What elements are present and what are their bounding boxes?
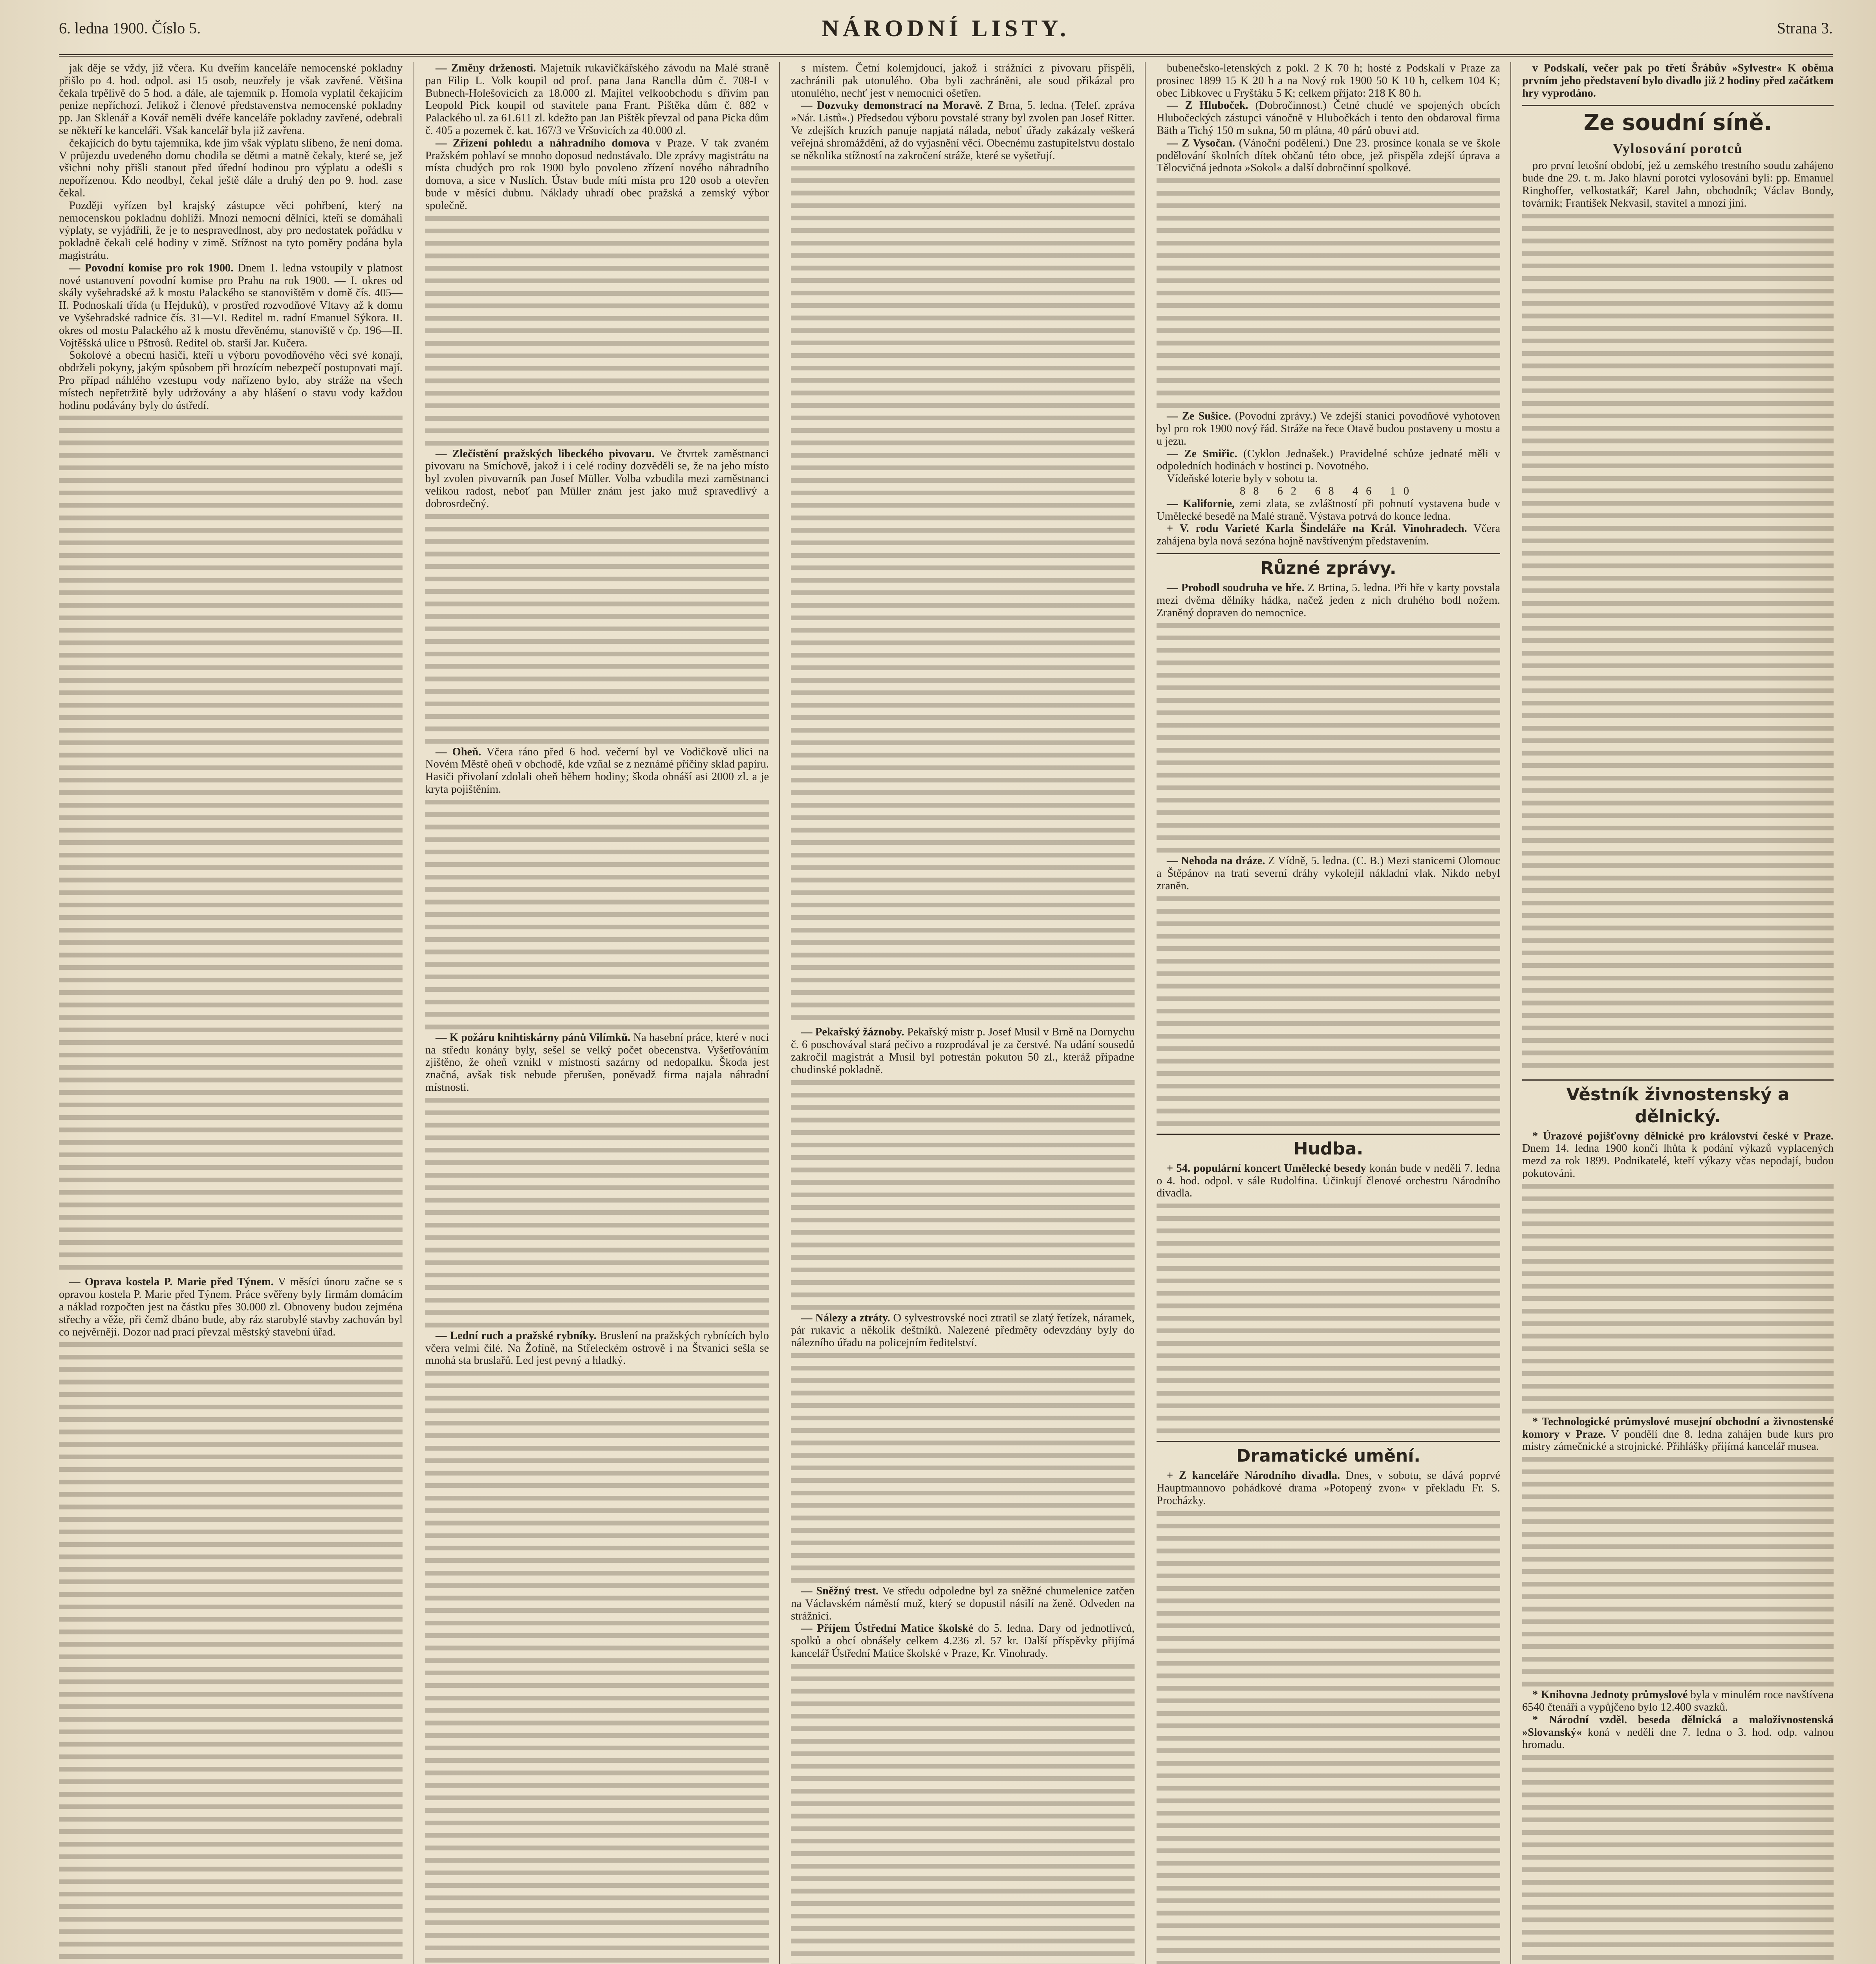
- article-body: konán bude v neděli 7. ledna o 4. hod. odpol. v sále Rudolfina. Účinkují členové orchestru Národního divadla.: [1157, 1162, 1501, 1200]
- article: [425, 62, 769, 137]
- article: [425, 746, 769, 796]
- article-body: Dnem 1. ledna vstoupily v platnost nové ustanovení povodní komise pro Prahu na rok 1900. — I. okres od skály vyšehradské až k mostu Palackého se stanovištěm v domě čís. 405—II. Podnoskalí třída (u Hejduků), v prostřed rozvodňové Vltavy až k domu ve Vyšehradské radnice čís. 31—VI. Reditel m. radní Emanuel Sýkora. II. okres od mostu Palackého až k mostu dřevěnému, stanoviště v čp. 196—II. Vojtěšská ulice u Pštrosů. Reditel ob. starší Jar. Kučera.: [59, 262, 403, 349]
- continued-text-block: [425, 796, 769, 1031]
- article-paragraph: čekajících do bytu tajemníka, kde jim však výplatu slíbeno, že není doma. V průjezdu uvedeného domu chodila se dětmi a matně čekaly, které se, jež všichni nohy přišli stanout před úřední hodinou pro výplatu a odešli s nepořízenou. Kdo neodbyl, čekal ještě dále a druhý den po 9. hod. zase čekal.: [59, 137, 403, 199]
- article-body: v Praze. V tak zvaném Pražském pohlaví se mnoho doposud nedostávalo. Dle zprávy magistrátu na místa chudých pro rok 1900 bylo povoleno zřízení nového náhradního domova, a sice v Nuslích. Ústav bude míti místa pro 120 osob a otevřen bude v měsíci dubnu. Náklady uhradí obec pražská a zemský výbor společně.: [425, 137, 769, 212]
- article-paragraph: Později vyřízen byl krajský zástupce věci pohřbení, který na nemocenskou pokladnu dohlíží. Mnozí nemocní dělníci, kteří se domáhali výplaty, se vyjádřili, že je to nespravedlnost, aby pro nedostatek pořádku v pokladně čekali celé hodiny v zimě. Stížnost na tyto poměry podána byla magistrátu.: [59, 199, 403, 262]
- article-paragraph: bubenečsko-letenských z pokl. 2 K 70 h; hosté z Podskalí v Praze za prosinec 1899 15 K 20 h a na Nový rok 1900 50 K 10 h, celkem 104 K; obec Libkovec u Fryštáku 5 K; celkem příjato: 218 K 80 h.: [1157, 62, 1500, 99]
- article: [1522, 1130, 1834, 1180]
- article: [791, 1312, 1135, 1349]
- article-title: — K požáru knihtiskárny pánů Vilímků.: [436, 1031, 631, 1044]
- article-body: Bruslení na pražských rybnících bylo včera velmi čilé. Na Žofíně, na Střeleckém ostrově i na Štvanici sešla se mnohá sta bruslařů. Led jest pevný a hladký.: [425, 1329, 769, 1367]
- masthead: [59, 8, 1833, 57]
- article-title: — Ze Sušice.: [1167, 410, 1231, 423]
- article-body: Pekařský mistr p. Josef Musil v Brně na Dornychu č. 6 poschovával stará pečivo a rozprodával je za čerstvé. Na udání sousedů zakročil magistrát a Musil byl potrestán pokutou 50 zl., kteráž připadne chudinské pokladně.: [791, 1026, 1135, 1076]
- article-body: Na hasební práce, které v noci na středu konány byly, sešel se velký počet obecenstva. Vyšetřováním zjištěno, že oheň vznikl v místnosti sazárny od nedopalku. Škoda jest značná, avšak tisk nebude přerušen, poněvadž firma najala náhradní místnosti.: [425, 1031, 769, 1094]
- article-body: Dnes, v sobotu, se dává poprvé Hauptmannovo pohádkové drama »Potopený zvon« v překladu Fr. S. Procházky.: [1157, 1469, 1500, 1507]
- column-5: [1510, 62, 1834, 1964]
- article-title: — Lední ruch a pražské rybníky.: [436, 1329, 597, 1342]
- article-title: — Oheň.: [436, 746, 481, 758]
- article-title: — Z Vysočan.: [1167, 137, 1235, 149]
- article-title: — Pekařský žáznoby.: [801, 1026, 904, 1039]
- article: [1157, 855, 1500, 892]
- article-title: — Ze Smiřic.: [1167, 447, 1237, 460]
- article-title: — Probodl soudruha ve hře.: [1167, 581, 1305, 594]
- article-title: — Změny drženosti.: [436, 62, 536, 74]
- continued-text-block: [425, 1094, 769, 1330]
- article: [425, 1031, 769, 1094]
- article-title: + 54. populární koncert Umělecké besedy: [1167, 1162, 1366, 1174]
- article-body: Ve středu odpoledne byl za sněžné chumelenice zatčen na Václavském náměstí muž, který se dopustil násilí na ženě. Odveden na strážnici.: [791, 1585, 1135, 1622]
- article-title: — Nehoda na dráze.: [1167, 855, 1265, 867]
- article-title: — Sněžný trest.: [801, 1585, 879, 1597]
- article-columns: [59, 62, 1833, 1964]
- continued-text-block: [791, 1076, 1135, 1312]
- article-body: V měsíci únoru začne se s opravou kostela P. Marie před Týnem. Práce svěřeny byly firmám domácím a náklad rozpočten jest na částku přes 30.000 zl. Obnoveny budou zejména střechy a věže, při čemž dbáno bude, aby ráz starobylé stavby zachován byl co nejvěrněji. Dozor nad prací převzal městský stavební úřad.: [59, 1276, 403, 1338]
- section-heading-drama: Dramatické umění.: [1157, 1441, 1500, 1467]
- article-body: do 5. ledna. Dary od jednotlivců, spolků a obcí obnášely celkem 4.236 zl. 57 kr. Další příspěvky přijímá kancelář Ústřední Matice školské v Praze, Kr. Vinohrady.: [791, 1622, 1135, 1660]
- article: [1157, 99, 1500, 137]
- article-body: Včera ráno před 6 hod. večerní byl ve Vodičkově ulici na Novém Městě oheň v obchodě, kde vzňal se z neznámé příčiny sklad papíru. Hasiči přivolaní zdolali oheň během hodiny; škoda obnáší asi 2000 zl. a je kryta pojištěním.: [425, 746, 769, 795]
- continued-text-block: [791, 1349, 1135, 1585]
- article-title: — Dozvuky demonstrací na Moravě.: [801, 99, 983, 112]
- article: [1157, 498, 1500, 523]
- continued-text-block: [1522, 1180, 1834, 1416]
- continued-text-block: [1157, 1507, 1500, 1964]
- article-paragraph: Sokolové a obecní hasiči, kteří u výboru povodňového věci své konají, obdrželi pokyny, jakým spůsobem při hrozícím nebezpečí postupovati mají. Pro případ náhlého vzestupu vody nařízeno bylo, aby stráže na všech místech nepřetržitě byly udržovány a aby hlášení o stavu vody každou hodinu podávány byly do ústředí.: [59, 349, 403, 412]
- continued-text-block: [425, 212, 769, 448]
- article-body: (Povodní zprávy.) Ve zdejší stanici povodňové vyhotoven byl pro rok 1900 nový řád. Stráže na řece Otavě budou postaveny u mostu a u jezu.: [1157, 410, 1500, 447]
- issue-date: 6. ledna 1900. Číslo 5.: [59, 19, 201, 37]
- article-body: Z Brtina, 5. ledna. Při hře v karty povstala mezi dvěma dělníky hádka, načež jeden z nich druhého bodl nožem. Zraněný dopraven do nemocnice.: [1157, 581, 1500, 619]
- article-body: Včera zahájena byla nová sezóna hojně navštíveným představením.: [1157, 522, 1500, 548]
- article-title: — Povodní komise pro rok 1900.: [69, 262, 234, 274]
- article: [1157, 448, 1500, 473]
- subheading-jurors: Vylosování porotců: [1612, 141, 1743, 157]
- continued-text-block: [1522, 1453, 1834, 1689]
- article-title: + Z kanceláře Národního divadla.: [1167, 1469, 1340, 1482]
- continued-text-block: [1157, 1200, 1500, 1435]
- article-body: pro první letošní období, jež u zemského trestního soudu zahájeno bude dne 29. t. m. Jako hlavní porotci vylosováni byli: pp. Emanuel Ringhoffer, velkostatkář; Karel Jahn, obchodník; Václav Bondy, továrník; František Nekvasil, stavitel a mnozí jiní.: [1522, 159, 1834, 209]
- article-title: + V. rodu Varieté Karla Šindeláře na Král. Vinohradech.: [1167, 522, 1467, 535]
- article: [1157, 1162, 1500, 1200]
- article: [425, 448, 769, 510]
- article: [1522, 1689, 1834, 1714]
- article: [791, 1585, 1135, 1622]
- article-body: koná v neděli dne 7. ledna o 3. hod. odp. valnou hromadu.: [1522, 1726, 1834, 1751]
- page-number: Strana 3.: [1777, 19, 1833, 37]
- article-title: — Oprava kostela P. Marie před Týnem.: [69, 1276, 274, 1288]
- continued-text-block: [791, 1660, 1135, 1964]
- article-body: (Cyklon Jednašek.) Pravidelné schůze jednaté měli v odpoledních hodinách v hostinci p. Novotného.: [1157, 447, 1500, 473]
- article-title: — Nálezy a ztráty.: [801, 1312, 890, 1324]
- article: [1157, 582, 1500, 619]
- article-body: Z Brna, 5. ledna. (Telef. zpráva »Nár. Listů«.) Předsedou výboru povstalé strany byl zvolen pan Josef Ritter. Ve zdejších kruzích panuje napjatá nálada, neboť úřady zakázaly veškerá veřejná shromáždění, až do vyjasnění věci. Obecnému zastupitelstvu dostalo se několika stížností na zakročení stráže, které se vyšetřují.: [791, 99, 1135, 162]
- article: [1157, 137, 1500, 174]
- lottery-numbers: 88 62 68 46 10: [1240, 485, 1417, 497]
- article-title: * Knihovna Jednoty průmyslové: [1532, 1689, 1688, 1701]
- article-body: Ve čtvrtek zaměstnanci pivovaru na Smíchově, jakož i i celé rodiny dozvěděli se, že na jeho místo byl zvolen pivovarník pan Josef Müller. Volba vzbudila mezi zaměstnanci velikou radost, neboť pan Müller znám jest jako muž spravedlivý a dobrosrdečný.: [425, 447, 769, 510]
- article-title: — Zřízení pohledu a náhradního domova: [436, 137, 650, 149]
- article-body: Dnem 14. ledna 1900 končí lhůta k podání výkazů vyplacených mezd za rok 1899. Podnikatelé, kteří výkazy včas nepodají, budou pokutováni.: [1522, 1142, 1834, 1180]
- section-heading-music: Hudba.: [1157, 1134, 1500, 1160]
- article-body: zemi zlata, se zvláštností při pohnutí vystavena bude v Umělecké besedě na Malé straně. Výstava potrvá do konce ledna.: [1157, 497, 1500, 522]
- continued-text-block: [1157, 619, 1500, 855]
- column-2: [414, 62, 780, 1964]
- article: [59, 262, 403, 350]
- section-heading-various: Různé zprávy.: [1157, 553, 1500, 579]
- continued-text-block: [1522, 210, 1834, 1074]
- article-body: V pondělí dne 8. ledna zahájen bude kurs pro mistry zámečnické a strojnické. Přihlášky přijímá kancelář musea.: [1522, 1428, 1834, 1453]
- article-paragraph: jak děje se vždy, již včera. Ku dveřím kanceláře nemocenské pokladny přišlo po 4. hod. odpol. asi 15 osob, neuzřely je však zavřené. Většina čekala trpělivě do 5 hod. a dále, ale tajemník p. Homola vyplatil čekajícím penize nepříchozí. Jelikož i členové představenstva nemocenské pokladny pp. Jan Sklenář a Kovář neměli dvéře kanceláře pokladny zavřené, odebrali se někteří ke kanceláři. Však kancelář byla již zavřena.: [59, 62, 403, 137]
- article-title: — Z Hluboček.: [1167, 99, 1248, 112]
- article: [425, 1330, 769, 1367]
- article-title: — Zlečistění pražských libeckého pivovaru.: [436, 447, 655, 460]
- continued-text-block: [425, 1367, 769, 1964]
- article-body: (Vánoční podělení.) Dne 23. prosince konala se ve škole podělování školních dítek občanů této obce, jež přispěla zdejší úprava a Tělocvičná jednota »Sokol« a další dobročinní spolkové.: [1157, 137, 1501, 174]
- article: [425, 137, 769, 212]
- article: [1157, 1469, 1500, 1507]
- article-title: * Úrazové pojišťovny dělnické pro království české v Praze.: [1532, 1130, 1834, 1142]
- article: [1522, 1714, 1834, 1751]
- continued-text-block: [59, 412, 403, 1276]
- article-paragraph: s místem. Četní kolemjdoucí, jakož i strážníci z pivovaru přispěli, zachránili pak utonulého. Oba byli zachráněni, ale soud přikázal pro utonulého, nechť jest v nemocnici ošetřen.: [791, 62, 1135, 99]
- article-paragraph: v Podskalí, večer pak po třetí Šrábův »Sylvestr« K oběma prvním jeho představení bylo divadlo již 2 hodiny před začátkem hry vyprodáno.: [1522, 62, 1834, 99]
- lottery-notice: Vídeňské loterie byly v sobotu ta.: [1167, 473, 1318, 485]
- article: [791, 1622, 1135, 1660]
- article-body: Majetník rukavičkářského závodu na Malé straně pan Filip L. Volk koupil od prof. pana Jana Ranclla dům č. 708-I v Bubnech-Holešovicích za 18.000 zl. Majitel velkoobchodu s dřívím pan Leopold Pick koupil od stavitele pana Frant. Pištěka dům č. 882 v Palackého ul. za 61.611 zl. kdežto pan Jan Pištěk převzal od pana Picka dům č. 405 a pozemek č. kat. 167/3 ve Vršovicích za 40.000 zl.: [425, 62, 769, 137]
- article: [791, 99, 1135, 162]
- article-body: Z Vídně, 5. ledna. (C. B.) Mezi stanicemi Olomouc a Štěpánov na trati severní dráhy vykolejil nákladní vlak. Nikdo nebyl zraněn.: [1157, 855, 1500, 892]
- section-heading-trade: Věstník živnostenský a dělnický.: [1522, 1079, 1834, 1128]
- article-title: * Technologické průmyslové musejní obchodní a živnostenské komory v Praze.: [1522, 1415, 1834, 1440]
- article: [791, 1026, 1135, 1076]
- continued-text-block: [1157, 892, 1500, 1128]
- section-heading-court: Ze soudní síně.: [1522, 105, 1834, 137]
- article: [59, 1276, 403, 1338]
- article-title: — Příjem Ústřední Matice školské: [801, 1622, 974, 1635]
- article-title: * Národní vzděl. beseda dělnická a maloživnostenská »Slovanský«: [1522, 1713, 1834, 1739]
- continued-text-block: [1157, 174, 1500, 410]
- article-body: (Dobročinnost.) Četné chudé ve spojených obcích Hlubočeckých zástupci vánočně v Hlubočkách i tento den obdaroval firma Bäth a Tichý 150 m sukna, 50 m plátna, 40 párů obuvi atd.: [1157, 99, 1500, 137]
- column-1: [59, 62, 414, 1964]
- continued-text-block: [791, 162, 1135, 1026]
- continued-text-block: [425, 510, 769, 746]
- article-body: byla v minulém roce navštívena 6540 čtenáři a vypůjčeno bylo 12.400 svazků.: [1522, 1689, 1834, 1713]
- article: [1522, 1416, 1834, 1453]
- article: [1157, 410, 1500, 447]
- continued-text-block: [59, 1338, 403, 1964]
- continued-text-block: [1522, 1751, 1834, 1964]
- article-title: — Kalifornie,: [1167, 497, 1235, 510]
- article-body: O sylvestrovské noci ztratil se zlatý řetízek, náramek, pár rukavic a několik deštníků. Nalezené předměty odevzdány byly do nálezního úřadu na policejním ředitelství.: [791, 1312, 1135, 1349]
- article: [1157, 522, 1500, 548]
- newspaper-title: NÁRODNÍ LISTY.: [822, 15, 1070, 41]
- column-4: [1145, 62, 1511, 1964]
- column-3: [779, 62, 1146, 1964]
